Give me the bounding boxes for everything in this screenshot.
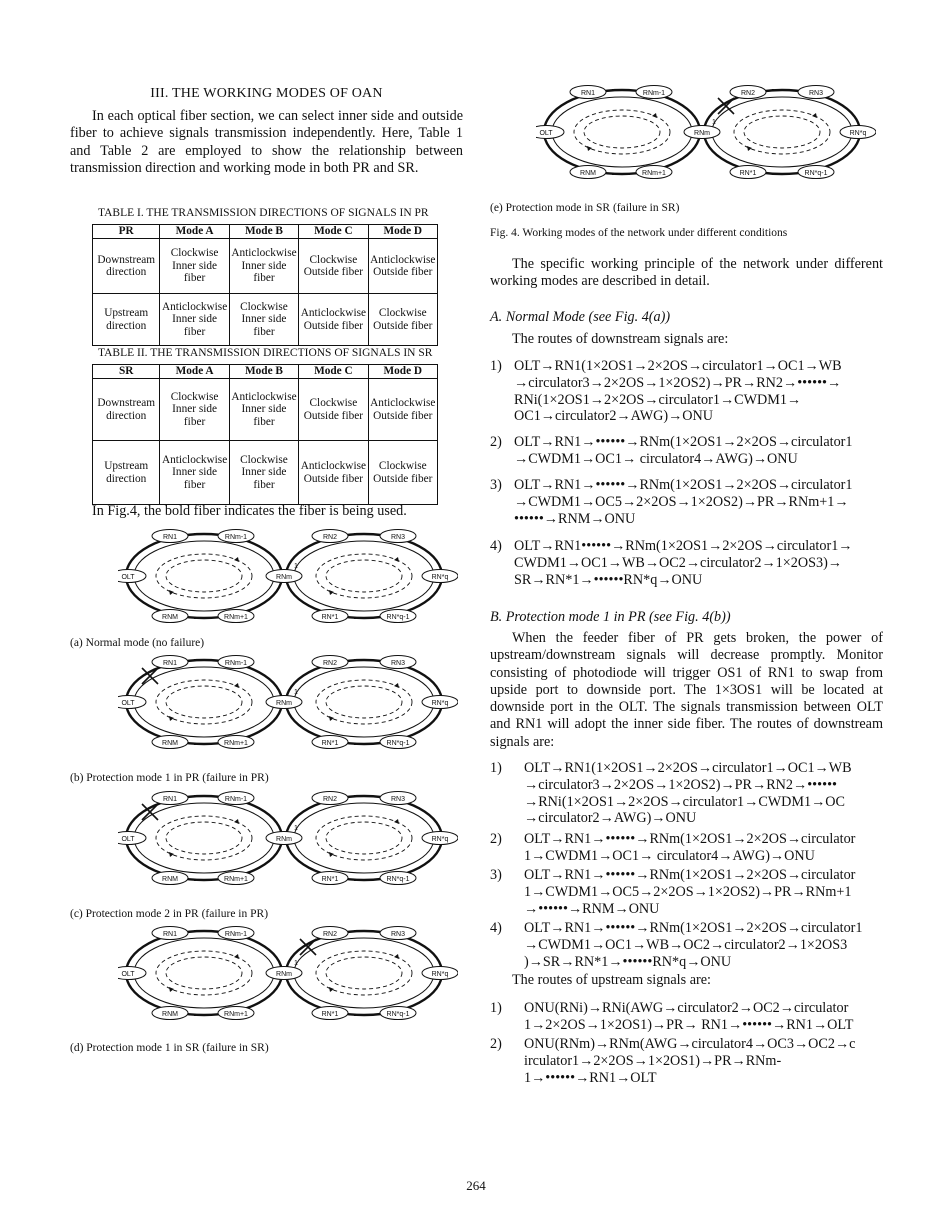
table1-cell: Clockwise Inner side fiber bbox=[229, 294, 298, 346]
signal-path bbox=[744, 116, 820, 148]
rn-label: RN*q bbox=[431, 970, 449, 978]
figure-d bbox=[118, 925, 458, 1025]
rn-label: RNm+1 bbox=[224, 739, 248, 747]
table1-cell: Anticlockwise Outside fiber bbox=[368, 239, 437, 294]
signal-path bbox=[326, 822, 402, 854]
network-diagram bbox=[118, 530, 458, 623]
table2-cell: Upstream direction bbox=[93, 441, 160, 505]
rn-label: RNm+1 bbox=[224, 613, 248, 621]
list-number: 2) bbox=[490, 434, 502, 450]
arrow-icon bbox=[652, 113, 657, 118]
figure-b bbox=[118, 654, 458, 754]
upstream-lead: The routes of upstream signals are: bbox=[512, 972, 711, 988]
rn-label: RNM bbox=[580, 169, 596, 177]
outer-fiber bbox=[704, 90, 860, 174]
table2-cell: Anticlockwise Inner side fiber bbox=[160, 441, 229, 505]
table1 bbox=[92, 224, 438, 346]
figure-e-caption: (e) Protection mode in SR (failure in SR) bbox=[490, 202, 680, 214]
rn-label: RNm+1 bbox=[224, 1010, 248, 1018]
signal-path bbox=[166, 957, 242, 989]
outer-fiber bbox=[286, 796, 442, 880]
rn-label: RNM bbox=[162, 739, 178, 747]
signal-path bbox=[166, 560, 242, 592]
rn-label: RN*1 bbox=[739, 169, 757, 177]
arrow-icon bbox=[234, 954, 239, 959]
figure-b-caption: (b) Protection mode 1 in PR (failure in PR) bbox=[70, 772, 269, 784]
rn-label: RN1 bbox=[580, 89, 596, 97]
rn-label: RN*q bbox=[431, 835, 449, 843]
rn-label: RN1 bbox=[162, 930, 178, 938]
signal-path bbox=[166, 822, 242, 854]
arrow-icon bbox=[169, 716, 174, 721]
route-text: ONU(RNi)→RNi(AWG→circulator2→OC2→circulator 1→2×2OS→1×2OS1)→PR→ RN1→••••••→RN1→OLT bbox=[524, 1000, 854, 1033]
outer-fiber bbox=[286, 534, 442, 618]
rn-label: RNm-1 bbox=[224, 795, 248, 803]
section-a-lead: The routes of downstream signals are: bbox=[512, 331, 729, 347]
table2-cell: Clockwise Inner side fiber bbox=[160, 379, 229, 441]
signal-path bbox=[326, 957, 402, 989]
rn-label: RN3 bbox=[390, 795, 406, 803]
table1-header: Mode D bbox=[368, 225, 437, 239]
rn-label: RN2 bbox=[322, 795, 338, 803]
rn-label: RNm bbox=[276, 970, 292, 978]
arrow-icon bbox=[394, 683, 399, 688]
rn-label: RNm-1 bbox=[224, 659, 248, 667]
table2-cell: Clockwise Outside fiber bbox=[299, 379, 368, 441]
table2 bbox=[92, 364, 438, 505]
table1-header: Mode B bbox=[229, 225, 298, 239]
rn-label: RNm-1 bbox=[224, 930, 248, 938]
section-b-paragraph: When the feeder fiber of PR gets broken, the power of upstream/downstream signals will decrease promptly. Monitor consisting of photodiode will trigger OS1 of RN1 to swap from upside port to downside port. The 1×3OS1 will be located at downside port in the OLT. The signals transmission between OLT and RN1 will adopt the inner side fiber. The routes of downstream signals are: bbox=[490, 630, 883, 750]
list-number: 2) bbox=[490, 1036, 502, 1052]
route-text: OLT→RN1→••••••→RNm(1×2OS1→2×2OS→circulator 1→CWDM1→OC1→ circulator4→AWG)→ONU bbox=[524, 831, 856, 864]
arrow-icon bbox=[587, 146, 592, 151]
inner-fiber bbox=[134, 667, 274, 737]
rn-label: OLT bbox=[539, 129, 553, 137]
table2-cell: Anticlockwise Outside fiber bbox=[299, 441, 368, 505]
rn-label: OLT bbox=[121, 573, 135, 581]
table1-cell: Anticlockwise Outside fiber bbox=[299, 294, 368, 346]
rn-label: RN2 bbox=[740, 89, 756, 97]
rn-label: RNm bbox=[694, 129, 710, 137]
table2-cell: Anticlockwise Outside fiber bbox=[368, 379, 437, 441]
port-label: 1 bbox=[712, 119, 716, 126]
rn-label: RNm+1 bbox=[642, 169, 666, 177]
table1-caption: TABLE I. THE TRANSMISSION DIRECTIONS OF SIGNALS IN PR bbox=[98, 207, 429, 219]
rn-label: RN*q-1 bbox=[386, 1010, 410, 1018]
outer-fiber bbox=[126, 796, 282, 880]
rn-label: RN2 bbox=[322, 659, 338, 667]
table2-caption: TABLE II. THE TRANSMISSION DIRECTIONS OF SIGNALS IN SR bbox=[98, 347, 433, 359]
rn-label: RNm bbox=[276, 699, 292, 707]
rn-label: RN1 bbox=[162, 659, 178, 667]
signal-path bbox=[584, 116, 660, 148]
fig4-caption: Fig. 4. Working modes of the network under different conditions bbox=[490, 227, 788, 239]
rn-label: RN2 bbox=[322, 930, 338, 938]
rn-label: RN3 bbox=[808, 89, 824, 97]
table1-cell: Upstream direction bbox=[93, 294, 160, 346]
list-number: 1) bbox=[490, 358, 502, 374]
arrow-icon bbox=[169, 852, 174, 857]
route-text: OLT→RN1→••••••→RNm(1×2OS1→2×2OS→circulator 1→CWDM1→OC5→2×2OS→1×2OS2)→PR→RNm+1 →••••••→RNM→ONU bbox=[524, 867, 856, 917]
outer-fiber bbox=[286, 660, 442, 744]
rn-label: RN*q bbox=[849, 129, 867, 137]
inner-fiber bbox=[712, 97, 852, 167]
rn-label: RN3 bbox=[390, 533, 406, 541]
table1-header: PR bbox=[93, 225, 160, 239]
rn-label: RN*q-1 bbox=[804, 169, 828, 177]
inner-fiber bbox=[134, 803, 274, 873]
rn-label: RN*q-1 bbox=[386, 613, 410, 621]
rn-label: RN3 bbox=[390, 930, 406, 938]
rn-label: RN*1 bbox=[321, 739, 339, 747]
route-text: OLT→RN1••••••→RNm(1×2OS1→2×2OS→circulator1→ CWDM1→OC1→WB→OC2→circulator2→1×2OS3)→ SR→RN*1→••••••RN*q→ONU bbox=[514, 538, 853, 588]
table1-cell: Anticlockwise Inner side fiber bbox=[160, 294, 229, 346]
list-number: 4) bbox=[490, 920, 502, 936]
table1-header: Mode A bbox=[160, 225, 229, 239]
route-text: OLT→RN1→••••••→RNm(1×2OS1→2×2OS→circulator1 →CWDM1→OC1→ circulator4→AWG)→ONU bbox=[514, 434, 853, 467]
table2-header: Mode A bbox=[160, 365, 229, 379]
list-number: 1) bbox=[490, 760, 502, 776]
rn-label: RN1 bbox=[162, 795, 178, 803]
port-label: 1 bbox=[294, 689, 298, 696]
signal-path bbox=[326, 560, 402, 592]
rn-label: RNM bbox=[162, 1010, 178, 1018]
figure-d-caption: (d) Protection mode 1 in SR (failure in SR) bbox=[70, 1042, 269, 1054]
bold-fiber-note: In Fig.4, the bold fiber indicates the fiber is being used. bbox=[92, 503, 407, 519]
arrow-icon bbox=[169, 590, 174, 595]
route-text: ONU(RNm)→RNm(AWG→circulator4→OC3→OC2→c irculator1→2×2OS→1×2OS1)→PR→RNm-1→••••••→RN1→OLT bbox=[524, 1036, 856, 1086]
network-diagram bbox=[118, 656, 458, 749]
table1-cell: Anticlockwise Inner side fiber bbox=[229, 239, 298, 294]
table2-header: Mode D bbox=[368, 365, 437, 379]
figure-c bbox=[118, 790, 458, 890]
table2-header: Mode B bbox=[229, 365, 298, 379]
inner-fiber bbox=[134, 938, 274, 1008]
figure-a bbox=[118, 528, 458, 624]
arrow-icon bbox=[747, 146, 752, 151]
rn-label: RNm bbox=[276, 835, 292, 843]
rn-label: RN*1 bbox=[321, 613, 339, 621]
route-text: OLT→RN1(1×2OS1→2×2OS→circulator1→OC1→WB →circulator3→2×2OS→1×2OS2)→PR→RN2→•••••• →RNi(1×2OS1→2×2OS→circulator1→CWDM1→OC →circulator2→AWG)→ONU bbox=[524, 760, 852, 827]
table1-cell: Clockwise Outside fiber bbox=[368, 294, 437, 346]
rn-label: RNM bbox=[162, 875, 178, 883]
section-a-heading: A. Normal Mode (see Fig. 4(a)) bbox=[490, 309, 671, 325]
rn-label: RN*q bbox=[431, 573, 449, 581]
arrow-icon bbox=[234, 557, 239, 562]
rn-label: OLT bbox=[121, 835, 135, 843]
network-diagram bbox=[118, 927, 458, 1020]
arrow-icon bbox=[329, 852, 334, 857]
page-number: 264 bbox=[466, 1178, 486, 1193]
network-diagram bbox=[536, 86, 876, 179]
figure-c-caption: (c) Protection mode 2 in PR (failure in PR) bbox=[70, 908, 269, 920]
rn-label: RN*q-1 bbox=[386, 875, 410, 883]
rn-label: RN3 bbox=[390, 659, 406, 667]
port-label: 1 bbox=[294, 825, 298, 832]
arrow-icon bbox=[329, 716, 334, 721]
arrow-icon bbox=[234, 819, 239, 824]
arrow-icon bbox=[812, 113, 817, 118]
table1-cell: Clockwise Inner side fiber bbox=[160, 239, 229, 294]
arrow-icon bbox=[234, 683, 239, 688]
signal-path bbox=[166, 686, 242, 718]
route-text: OLT→RN1(1×2OS1→2×2OS→circulator1→OC1→WB →circulator3→2×2OS→1×2OS2)→PR→RN2→••••••→ RNi(1×2OS1→2×2OS→circulator1→CWDM1→ OC1→circulator2→AWG)→ONU bbox=[514, 358, 842, 425]
inner-fiber bbox=[294, 803, 434, 873]
table1-cell: Clockwise Outside fiber bbox=[299, 239, 368, 294]
table1-header: Mode C bbox=[299, 225, 368, 239]
section-b-heading: B. Protection mode 1 in PR (see Fig. 4(b)) bbox=[490, 609, 731, 625]
rn-label: RNm bbox=[276, 573, 292, 581]
outer-fiber bbox=[126, 931, 282, 1015]
table2-cell: Downstream direction bbox=[93, 379, 160, 441]
outer-fiber bbox=[286, 931, 442, 1015]
arrow-icon bbox=[169, 987, 174, 992]
inner-fiber bbox=[294, 938, 434, 1008]
table2-cell: Clockwise Outside fiber bbox=[368, 441, 437, 505]
arrow-icon bbox=[394, 954, 399, 959]
arrow-icon bbox=[394, 557, 399, 562]
table2-cell: Clockwise Inner side fiber bbox=[229, 441, 298, 505]
list-number: 1) bbox=[490, 1000, 502, 1016]
rn-label: RNm-1 bbox=[224, 533, 248, 541]
arrow-icon bbox=[329, 590, 334, 595]
inner-fiber bbox=[134, 541, 274, 611]
rn-label: RN1 bbox=[162, 533, 178, 541]
port-label: 1 bbox=[294, 563, 298, 570]
inner-fiber bbox=[294, 667, 434, 737]
table2-header: SR bbox=[93, 365, 160, 379]
rn-label: RN*1 bbox=[321, 1010, 339, 1018]
arrow-icon bbox=[329, 987, 334, 992]
figure-a-caption: (a) Normal mode (no failure) bbox=[70, 637, 205, 649]
section-intro: In each optical fiber section, we can select inner side and outside fiber to achieve signals transmission independently. Here, Table 1 and Table 2 are employed to show the relationship between transmission direction and working mode in both PR and SR. bbox=[70, 108, 463, 176]
rn-label: RN2 bbox=[322, 533, 338, 541]
figure-e bbox=[536, 84, 876, 184]
outer-fiber bbox=[544, 90, 700, 174]
table2-header: Mode C bbox=[299, 365, 368, 379]
rn-label: RN*q bbox=[431, 699, 449, 707]
rn-label: RN*1 bbox=[321, 875, 339, 883]
route-text: OLT→RN1→••••••→RNm(1×2OS1→2×2OS→circulator1 →CWDM1→OC1→WB→OC2→circulator2→1×2OS3 )→SR→RN*1→••••••RN*q→ONU bbox=[524, 920, 863, 970]
rn-label: OLT bbox=[121, 970, 135, 978]
section-heading: III. THE WORKING MODES OF OAN bbox=[150, 86, 383, 101]
signal-path bbox=[326, 686, 402, 718]
table1-cell: Downstream direction bbox=[93, 239, 160, 294]
list-number: 4) bbox=[490, 538, 502, 554]
list-number: 3) bbox=[490, 477, 502, 493]
outer-fiber bbox=[126, 660, 282, 744]
inner-fiber bbox=[294, 541, 434, 611]
inner-fiber bbox=[552, 97, 692, 167]
list-number: 2) bbox=[490, 831, 502, 847]
rn-label: OLT bbox=[121, 699, 135, 707]
route-text: OLT→RN1→••••••→RNm(1×2OS1→2×2OS→circulator1 →CWDM1→OC5→2×2OS→1×2OS2)→PR→RNm+1→ ••••••→RNM→ONU bbox=[514, 477, 853, 527]
list-number: 3) bbox=[490, 867, 502, 883]
rn-label: RN*q-1 bbox=[386, 739, 410, 747]
rn-label: RNm-1 bbox=[642, 89, 666, 97]
rn-label: RNM bbox=[162, 613, 178, 621]
rn-label: RNm+1 bbox=[224, 875, 248, 883]
port-label: 1 bbox=[294, 960, 298, 967]
arrow-icon bbox=[394, 819, 399, 824]
network-diagram bbox=[118, 792, 458, 885]
right-intro: The specific working principle of the network under different working modes are described in detail. bbox=[490, 256, 883, 290]
table2-cell: Anticlockwise Inner side fiber bbox=[229, 379, 298, 441]
outer-fiber bbox=[126, 534, 282, 618]
